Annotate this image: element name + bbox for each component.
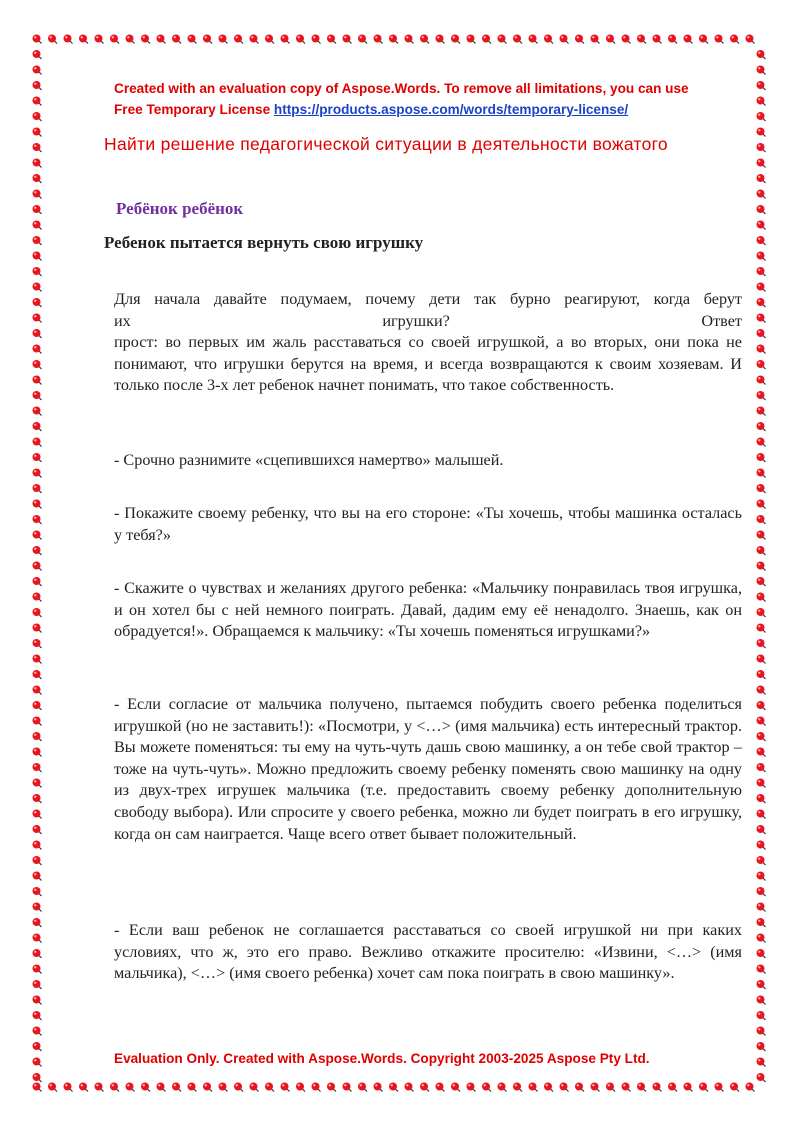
section-heading: Ребёнок ребёнок — [116, 199, 244, 218]
temporary-license-link[interactable]: https://products.aspose.com/words/temporary-license/ — [273, 102, 629, 117]
intro-line-1: Для начала давайте подумаем, почему дети так бурно реагируют, когда берут — [114, 290, 742, 308]
page-title: Найти решение педагогической ситуации в деятельности вожатого — [104, 134, 668, 154]
intro-rest: прост: во первых им жаль расставаться со своей игрушкой, а во вторых, они пока не понимают, что игрушки берутся на время, и всегда возвращаются к своим хозяевам. И только после 3-х лет ребенок начнет понимать, что такое собственность. — [114, 333, 742, 395]
intro-word-3: Ответ — [701, 311, 742, 330]
paragraph-take-side: - Покажите своему ребенку, что вы на его стороне: «Ты хочешь, чтобы машинка осталась у тебя?» — [114, 504, 742, 544]
paragraph-exchange-toys: - Если согласие от мальчика получено, пытаемся побудить своего ребенка поделиться игрушкой (но не заставить!): «Посмотри, у <…> (имя мальчика) есть интересный трактор. Вы можете поменяться: ты ему на чуть-чуть дашь свою машинку, а он тебе свой трактор – тоже на чуть-чуть». Можно предложить своему ребенку поменять свою машинку на одну из двух-трех игрушек мальчика (т.е. предоставить своему ребенку дополнительную свободу выбора). Или спросите у своего ребенка, можно ли будет поиграть в его игрушку, когда он сам наиграется. Чаще всего ответ бывает положительный. — [114, 695, 742, 843]
evaluation-notice — [114, 78, 754, 120]
intro-line-2 — [114, 311, 742, 333]
evaluation-footer: Evaluation Only. Created with Aspose.Words. Copyright 2003-2025 Aspose Pty Ltd. — [114, 1051, 650, 1066]
license-label: Free Temporary License — [114, 102, 274, 117]
evaluation-notice-line1: Created with an evaluation copy of Aspose.Words. To remove all limitations, you can use — [114, 81, 689, 96]
subheading: Ребенок пытается вернуть свою игрушку — [104, 233, 424, 252]
paragraph-refusal: - Если ваш ребенок не соглашается расставаться со своей игрушкой ни при каких условиях, что ж, это его право. Вежливо откажите просителю: «Извини, <…> (имя мальчика), <…> (имя своего ребенка) хочет сам пока поиграть в свою машинку». — [114, 921, 742, 983]
evaluation-notice-line2 — [114, 99, 754, 120]
paragraph-other-child-feelings: - Скажите о чувствах и желаниях другого ребенка: «Мальчику понравилась твоя игрушка, и он хотел бы с ней немного поиграть. Давай, дадим ему её ненадолго. Знаешь, как он обрадуется!». Обращаемся к мальчику: «Ты хочешь поменяться игрушками?» — [114, 579, 742, 641]
intro-word-2: игрушки? — [382, 311, 450, 330]
intro-paragraph — [114, 289, 742, 397]
paragraph-separate-children: - Срочно разнимите «сцепившихся намертво» малышей. — [114, 451, 504, 469]
intro-word-1: их — [114, 311, 131, 330]
